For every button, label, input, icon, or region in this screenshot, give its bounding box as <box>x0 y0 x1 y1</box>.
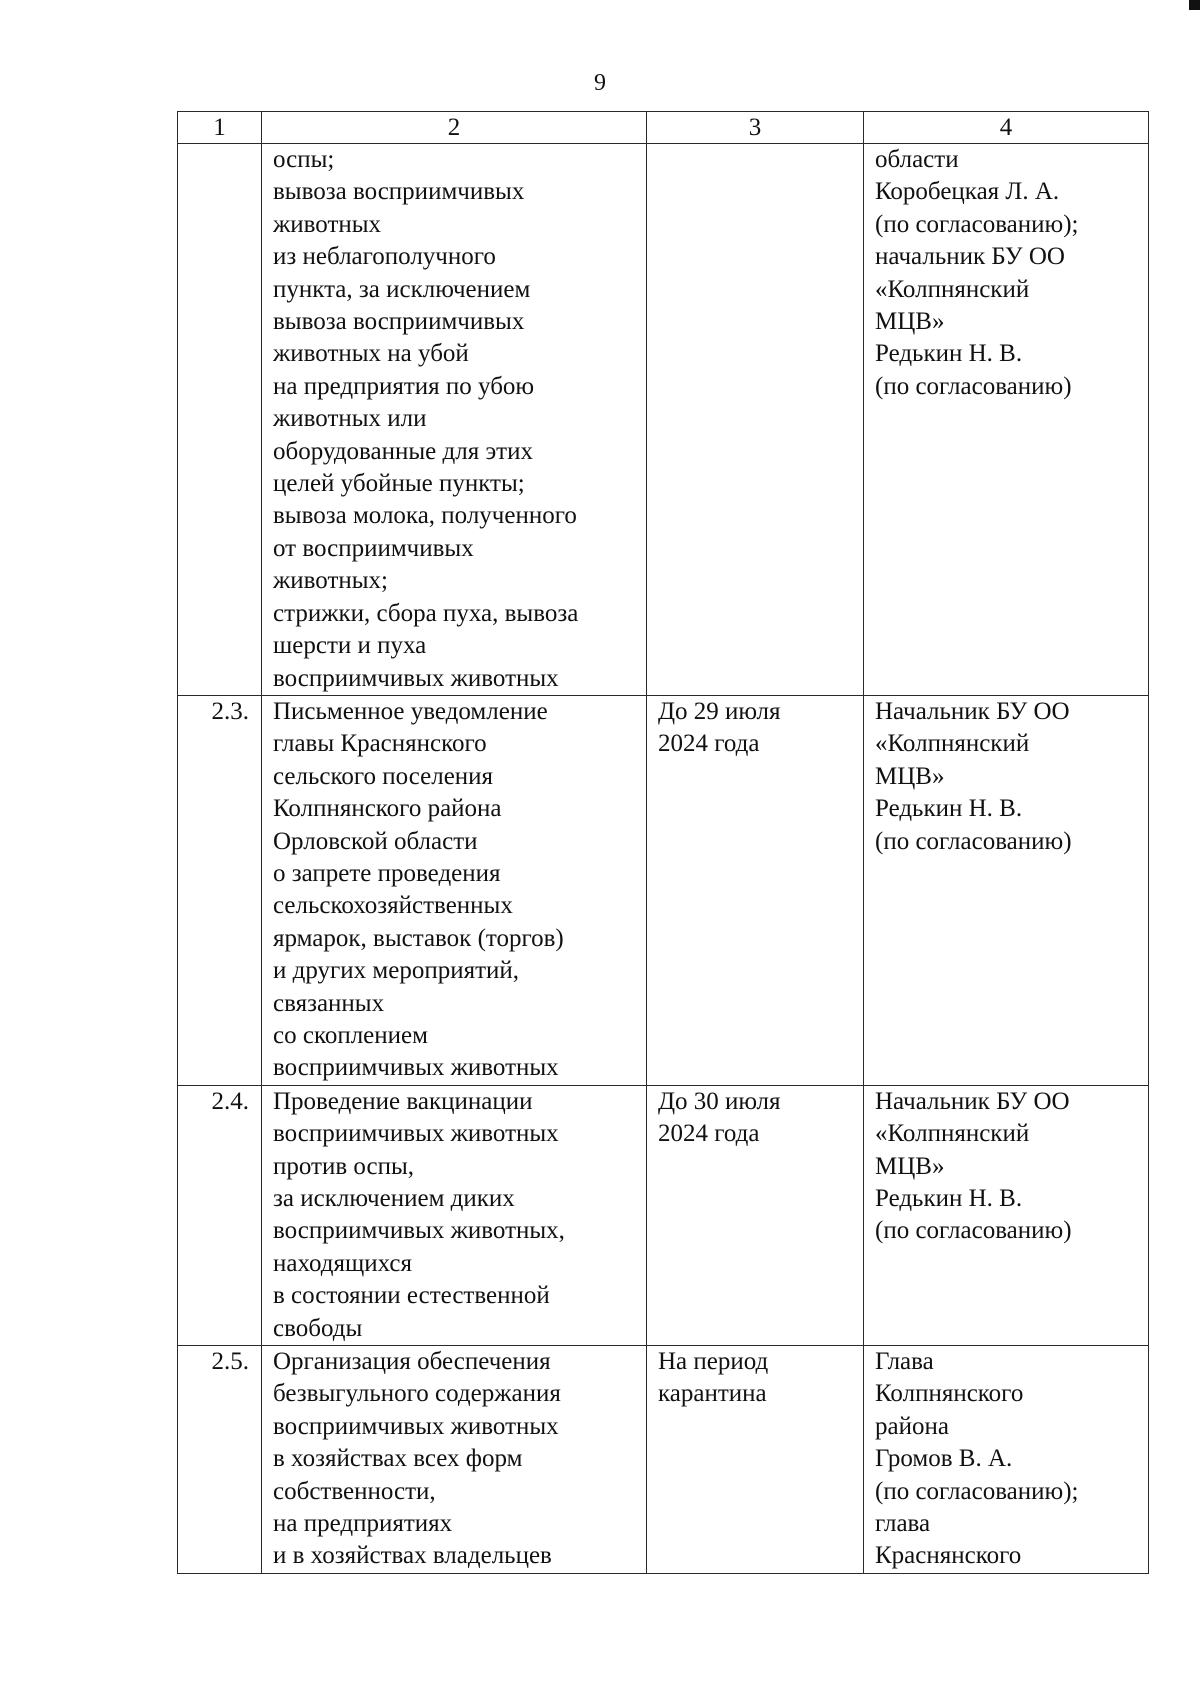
text-line: «Колпнянский <box>875 275 1030 303</box>
text-line: животных или <box>273 405 427 433</box>
text-line: Колпнянского <box>875 1380 1024 1408</box>
text-line: сельского поселения <box>273 762 494 790</box>
text-line: Громов В. А. <box>875 1445 1013 1473</box>
text-line: МЦВ» <box>875 1152 945 1180</box>
text-line: Редькин Н. В. <box>875 340 1023 368</box>
text-line: До 30 июля <box>658 1087 781 1115</box>
text-line: из неблагополучного <box>273 243 496 271</box>
text-line: Краснянского <box>875 1542 1022 1570</box>
header-col-1: 1 <box>178 112 262 144</box>
text-line: собственности, <box>273 1477 436 1505</box>
text-line: от восприимчивых <box>273 534 474 562</box>
text-line: карантина <box>658 1380 767 1408</box>
table-row <box>178 144 1149 696</box>
text-line: (по согласованию) <box>875 1217 1072 1245</box>
responsible-person <box>864 144 1149 696</box>
text-line: восприимчивых животных <box>273 1412 559 1440</box>
text-line: пункта, за исключением <box>273 275 531 303</box>
text-line: области <box>875 146 959 173</box>
text-line: Письменное уведомление <box>273 697 548 725</box>
responsible-person <box>864 1346 1149 1574</box>
deadline <box>647 144 864 696</box>
measure-description <box>262 1346 647 1574</box>
text-line: восприимчивых животных <box>273 664 559 692</box>
row-number: 2.4. <box>178 1085 262 1345</box>
row-number: 2.5. <box>178 1346 262 1574</box>
text-line: 2024 года <box>658 1120 760 1148</box>
text-line: и в хозяйствах владельцев <box>273 1542 552 1570</box>
text-line: целей убойные пункты; <box>273 470 525 498</box>
row-number: 2.3. <box>178 695 262 1085</box>
row-number <box>178 144 262 696</box>
text-line: со скоплением <box>273 1021 428 1049</box>
text-line: и других мероприятий, <box>273 957 520 985</box>
text-line: свободы <box>273 1314 363 1342</box>
text-line: безвыгульного содержания <box>273 1380 561 1408</box>
text-line: находящихся <box>273 1249 413 1277</box>
text-line: животных на убой <box>273 340 469 368</box>
deadline <box>647 1085 864 1345</box>
text-line: начальник БУ ОО <box>875 243 1065 271</box>
text-line: глава <box>875 1510 931 1538</box>
text-line: о запрете проведения <box>273 859 501 887</box>
text-line: До 29 июля <box>658 697 781 725</box>
text-line: стрижки, сбора пуха, вывоза <box>273 599 579 627</box>
table-row <box>178 1346 1149 1574</box>
text-line: Начальник БУ ОО <box>875 697 1070 725</box>
text-line: вывоза восприимчивых <box>273 178 525 206</box>
text-line: Глава <box>875 1348 934 1376</box>
deadline <box>647 695 864 1085</box>
text-line: на предприятиях <box>273 1510 453 1538</box>
text-line: главы Краснянского <box>273 730 487 758</box>
text-line: Начальник БУ ОО <box>875 1087 1070 1115</box>
text-line: животных <box>273 210 382 238</box>
measures-table <box>177 111 1149 1574</box>
text-line: шерсти и пуха <box>273 632 427 660</box>
scan-corner-mark <box>1189 0 1200 10</box>
text-line: «Колпнянский <box>875 730 1030 758</box>
text-line: Орловской области <box>273 827 478 855</box>
text-line: восприимчивых животных, <box>273 1217 565 1245</box>
text-line: (по согласованию) <box>875 827 1072 855</box>
text-line: На период <box>658 1348 769 1376</box>
text-line: связанных <box>273 989 385 1017</box>
text-line: Коробецкая Л. А. <box>875 178 1060 206</box>
page-number: 9 <box>594 70 606 96</box>
text-line: (по согласованию) <box>875 372 1072 400</box>
text-line: 2024 года <box>658 730 760 758</box>
text-line: на предприятия по убою <box>273 372 535 400</box>
table-row <box>178 695 1149 1085</box>
text-line: за исключением диких <box>273 1185 515 1212</box>
header-col-3: 3 <box>647 112 864 144</box>
text-line: ярмарок, выставок (торгов) <box>273 924 564 952</box>
table-header-row <box>178 112 1149 144</box>
text-line: восприимчивых животных <box>273 1054 559 1082</box>
text-line: Проведение вакцинации <box>273 1087 533 1115</box>
text-line: (по согласованию); <box>875 1477 1079 1505</box>
text-line: в состоянии естественной <box>273 1282 550 1310</box>
text-line: МЦВ» <box>875 308 945 336</box>
text-line: МЦВ» <box>875 762 945 790</box>
text-line: «Колпнянский <box>875 1120 1030 1148</box>
responsible-person <box>864 1085 1149 1345</box>
measure-description <box>262 144 647 696</box>
text-line: Редькин Н. В. <box>875 795 1023 823</box>
text-line: в хозяйствах всех форм <box>273 1445 523 1473</box>
text-line: восприимчивых животных <box>273 1120 559 1148</box>
responsible-person <box>864 695 1149 1085</box>
text-line: животных; <box>273 567 389 595</box>
text-line: оборудованные для этих <box>273 437 533 465</box>
text-line: вывоза молока, полученного <box>273 502 577 530</box>
table-row <box>178 1085 1149 1345</box>
measure-description <box>262 695 647 1085</box>
text-line: против оспы, <box>273 1152 415 1180</box>
text-line: (по согласованию); <box>875 210 1079 238</box>
deadline <box>647 1346 864 1574</box>
header-col-4: 4 <box>864 112 1149 144</box>
text-line: вывоза восприимчивых <box>273 308 525 336</box>
text-line: Организация обеспечения <box>273 1348 551 1376</box>
text-line: сельскохозяйственных <box>273 892 513 920</box>
measure-description <box>262 1085 647 1345</box>
header-col-2: 2 <box>262 112 647 144</box>
text-line: района <box>875 1412 949 1440</box>
text-line: оспы; <box>273 146 335 173</box>
text-line: Колпнянского района <box>273 795 502 823</box>
text-line: Редькин Н. В. <box>875 1185 1023 1212</box>
